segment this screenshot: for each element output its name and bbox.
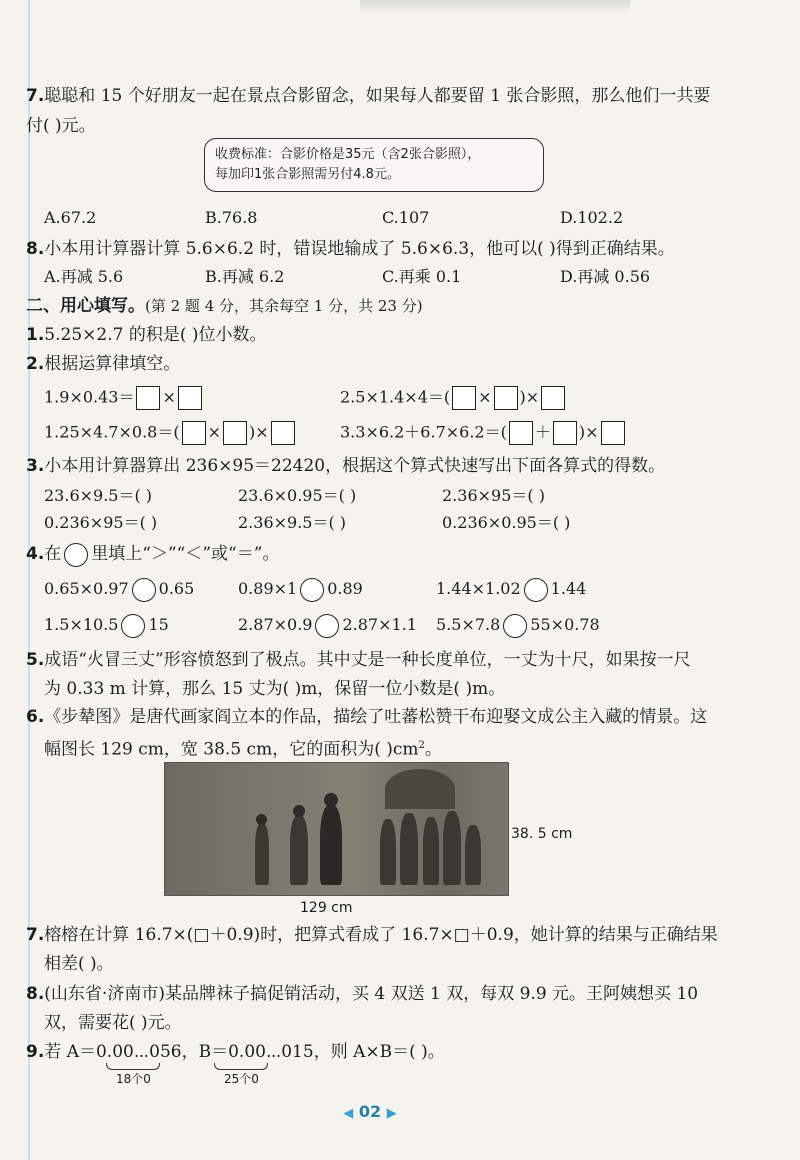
q7-option-d[interactable]: D.102.2 — [560, 208, 624, 227]
painting-width-label: 38. 5 cm — [511, 826, 573, 842]
compare-circle[interactable] — [300, 578, 324, 602]
brace-a — [106, 1063, 160, 1070]
calc-item[interactable]: 0.236×0.95＝( ) — [442, 513, 571, 532]
fill-question-6-line2: 幅图长 129 cm，宽 38.5 cm，它的面积为( )$cm^2$。 — [44, 739, 442, 760]
answer-box[interactable] — [553, 421, 577, 445]
q8-option-a[interactable]: A.再减 5.6 — [44, 267, 124, 286]
calc-item[interactable]: 23.6×0.95＝( ) — [238, 486, 357, 505]
law-row-1a: 1.9×0.43＝ × — [44, 382, 204, 413]
law-row-2a: 1.25×4.7×0.8＝( × )× — [44, 417, 297, 448]
q7-option-a[interactable]: A.67.2 — [44, 208, 97, 227]
answer-box[interactable] — [136, 386, 160, 410]
fill-question-1: 1.5.25×2.7 的积是( )位小数。 — [26, 325, 267, 345]
answer-box[interactable] — [178, 386, 202, 410]
notice-line-2: 每加印1张合影照需另付4.8元。 — [215, 167, 400, 182]
q7-option-c[interactable]: C.107 — [382, 208, 430, 227]
question-7-line2: 付( )元。 — [26, 116, 96, 136]
circle-symbol — [64, 543, 88, 567]
q8-option-b[interactable]: B.再减 6.2 — [205, 267, 285, 286]
compare-circle[interactable] — [524, 578, 548, 602]
answer-box[interactable] — [452, 386, 476, 410]
section-2-heading: 二、用心填写。(第 2 题 4 分，其余每空 1 分，共 23 分) — [26, 296, 423, 316]
brace-b — [214, 1063, 268, 1070]
fill-question-2: 2.根据运算律填空。 — [26, 354, 181, 374]
answer-box[interactable] — [601, 421, 625, 445]
fill-question-3: 3.小本用计算器算出 236×95＝22420，根据这个算式快速写出下面各算式的得数。 — [26, 456, 666, 476]
notice-line-1: 收费标准：合影价格是35元（含2张合影照）， — [215, 147, 481, 162]
scan-shadow — [360, 0, 630, 14]
compare-item: 1.5×10.5 15 — [44, 610, 169, 640]
answer-box[interactable] — [509, 421, 533, 445]
fill-question-4: 4.在 里填上“＞”“＜”或“＝”。 — [26, 540, 780, 568]
price-notice-box — [204, 138, 544, 192]
q7-option-b[interactable]: B.76.8 — [205, 208, 258, 227]
calc-item[interactable]: 23.6×9.5＝( ) — [44, 486, 153, 505]
question-8: 8.小本用计算器计算 5.6×6.2 时，错误地输成了 5.6×6.3，他可以( )得到正确结果。 — [26, 239, 675, 259]
question-7-line1: 7.聪聪和 15 个好朋友一起在景点合影留念，如果每人都要留 1 张合影照，那么他们一共要 — [26, 86, 711, 106]
q8-option-c[interactable]: C.再乘 0.1 — [382, 267, 462, 286]
q8-option-d[interactable]: D.再减 0.56 — [560, 267, 651, 286]
law-row-2b: 3.3×6.2＋6.7×6.2＝( ＋ )× — [340, 417, 627, 448]
calc-item[interactable]: 2.36×95＝( ) — [442, 486, 545, 505]
compare-circle[interactable] — [315, 614, 339, 638]
compare-item: 1.44×1.02 1.44 — [436, 574, 586, 604]
zero-count-a: 18个0 — [116, 1072, 151, 1086]
fill-question-9: 9.若 A＝0.00⋯056，B＝0.00⋯015，则 A×B＝( )。 — [26, 1042, 445, 1062]
compare-item: 0.89×1 0.89 — [238, 574, 363, 604]
painting-image — [164, 762, 509, 896]
fill-question-8-line2: 双，需要花( )元。 — [44, 1013, 182, 1033]
compare-circle[interactable] — [121, 614, 145, 638]
answer-box[interactable] — [223, 421, 247, 445]
law-row-1b: 2.5×1.4×4＝( × )× — [340, 382, 567, 413]
answer-box[interactable] — [541, 386, 565, 410]
calc-item[interactable]: 2.36×9.5＝( ) — [238, 513, 347, 532]
fill-question-5-line2: 为 0.33 m 计算，那么 15 丈为( )m，保留一位小数是( )m。 — [44, 679, 506, 699]
fill-question-8-line1: 8.(山东省·济南市)某品牌袜子搞促销活动，买 4 双送 1 双，每双 9.9 元。王阿姨想买 10 — [26, 984, 699, 1004]
fill-question-7-line1: 7.榕榕在计算 16.7×(□＋0.9)时，把算式看成了 16.7×□＋0.9，她计算的结果与正确结果 — [26, 925, 718, 945]
answer-box[interactable] — [271, 421, 295, 445]
compare-circle[interactable] — [132, 578, 156, 602]
fill-question-7-line2: 相差( )。 — [44, 954, 114, 974]
value-b: 0.00⋯015 — [228, 1042, 314, 1062]
compare-item: 0.65×0.97 0.65 — [44, 574, 194, 604]
compare-item: 5.5×7.8 55×0.78 — [436, 610, 600, 640]
compare-item: 2.87×0.9 2.87×1.1 — [238, 610, 417, 640]
zero-count-b: 25个0 — [224, 1072, 259, 1086]
page-number: ◀ 02 ▶ — [343, 1102, 397, 1121]
fill-question-5-line1: 5.成语“火冒三丈”形容愤怒到了极点。其中丈是一种长度单位，一丈为十尺，如果按一尺 — [26, 650, 691, 670]
painting-length-label: 129 cm — [300, 900, 353, 916]
calc-item[interactable]: 0.236×95＝( ) — [44, 513, 158, 532]
right-arrow-icon: ▶ — [386, 1106, 397, 1121]
answer-box[interactable] — [494, 386, 518, 410]
left-arrow-icon: ◀ — [343, 1106, 354, 1121]
answer-box[interactable] — [182, 421, 206, 445]
compare-circle[interactable] — [503, 614, 527, 638]
fill-question-6-line1: 6.《步辇图》是唐代画家阎立本的作品，描绘了吐蕃松赞干布迎娶文成公主入藏的情景。这 — [26, 707, 708, 727]
value-a: 0.00⋯056 — [95, 1042, 182, 1062]
